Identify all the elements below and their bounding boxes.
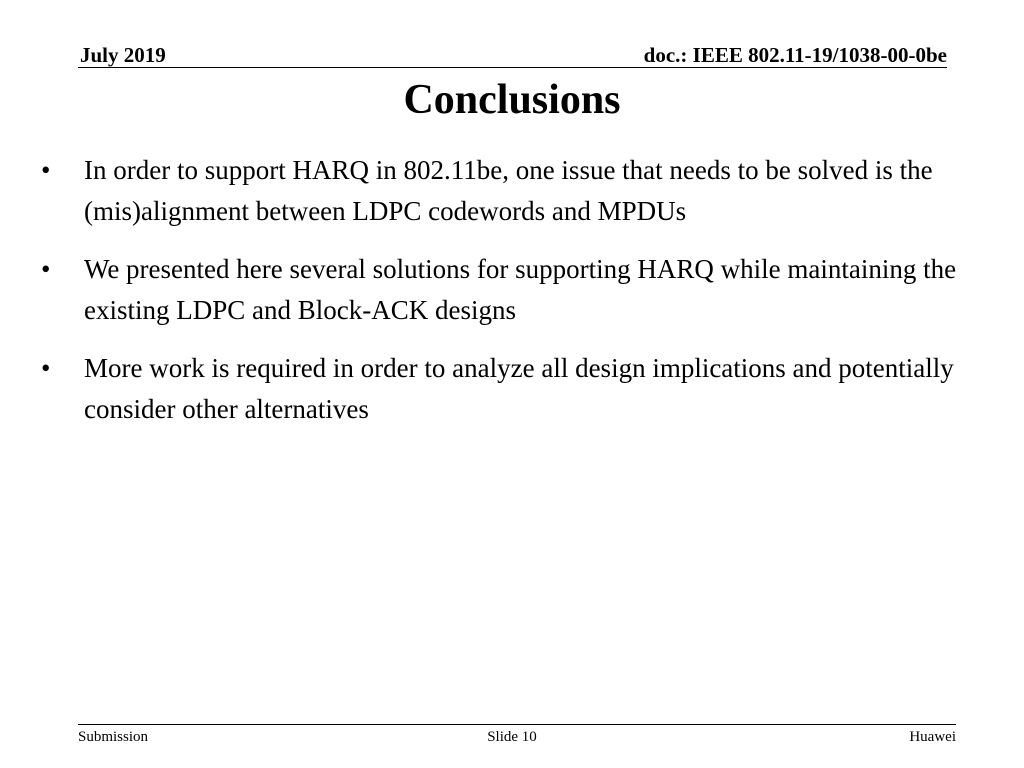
- footer-company: Huawei: [909, 729, 956, 745]
- footer-divider: [78, 724, 956, 725]
- bullet-item: [0, 348, 1024, 430]
- header-divider: [78, 67, 947, 68]
- footer-slide-number: Slide 10: [487, 729, 537, 745]
- bullet-text: More work is required in order to analyze all design implications and potentially consider other alternatives: [84, 353, 954, 424]
- footer-submission: Submission: [78, 729, 149, 745]
- header-doc-id: doc.: IEEE 802.11-19/1038-00-0be: [643, 43, 947, 67]
- bullet-text: We presented here several solutions for supporting HARQ while maintaining the existing LDPC and Block-ACK designs: [84, 254, 957, 325]
- bullet-marker: •: [41, 254, 51, 284]
- bullet-marker: •: [41, 353, 51, 383]
- bullet-text: In order to support HARQ in 802.11be, one issue that needs to be solved is the (mis)alignment between LDPC codewords and MPDUs: [84, 155, 933, 226]
- bullet-marker: •: [41, 155, 51, 185]
- bullet-list: [0, 150, 1024, 447]
- bullet-item: [0, 150, 1024, 232]
- header-date: July 2019: [80, 43, 166, 67]
- slide-title: Conclusions: [403, 77, 621, 123]
- bullet-item: [0, 249, 1024, 331]
